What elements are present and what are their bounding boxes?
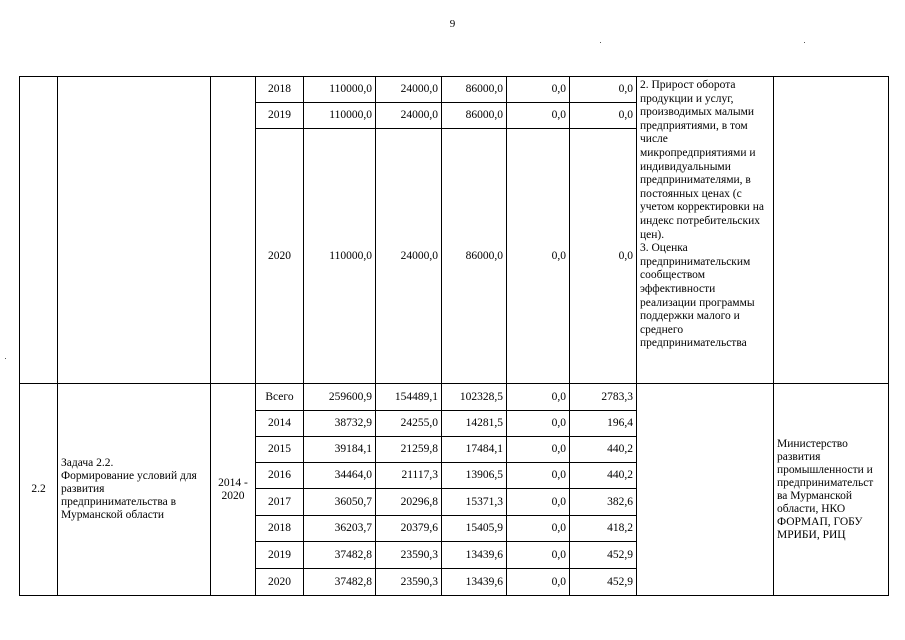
federal-cell: 20379,6 <box>376 516 442 542</box>
other-cell: 440,2 <box>570 437 637 463</box>
regional-cell: 86000,0 <box>442 129 507 384</box>
other-cell: 418,2 <box>570 516 637 542</box>
other-cell: 440,2 <box>570 463 637 489</box>
other-cell: 452,9 <box>570 542 637 569</box>
local-cell: 0,0 <box>507 77 570 103</box>
regional-cell: 86000,0 <box>442 77 507 103</box>
regional-cell: 15371,3 <box>442 489 507 516</box>
year-cell: Всего <box>256 384 304 411</box>
total-cell: 110000,0 <box>304 77 376 103</box>
total-cell: 37482,8 <box>304 542 376 569</box>
other-cell: 0,0 <box>570 103 637 129</box>
year-cell: 2015 <box>256 437 304 463</box>
total-cell: 259600,9 <box>304 384 376 411</box>
total-cell: 39184,1 <box>304 437 376 463</box>
local-cell: 0,0 <box>507 129 570 384</box>
executor-text: Министерство развития промышленности и предпринимательст ва Мурманской области, НКО ФОРМАП, ГОБУ МРИБИ, РИЦ <box>777 437 874 541</box>
year-cell: 2020 <box>256 569 304 596</box>
executor-cell <box>774 384 889 596</box>
other-cell: 2783,3 <box>570 384 637 411</box>
federal-cell: 24000,0 <box>376 103 442 129</box>
federal-cell: 24000,0 <box>376 129 442 384</box>
regional-cell: 13439,6 <box>442 569 507 596</box>
task-indicators-empty <box>637 384 774 596</box>
table-row <box>20 384 889 411</box>
task-period-cell <box>211 384 256 596</box>
local-cell: 0,0 <box>507 516 570 542</box>
local-cell: 0,0 <box>507 489 570 516</box>
regional-cell: 13906,5 <box>442 463 507 489</box>
task-title: Задача 2.2. Формирование условий для развития предпринимательства в Мурманской области <box>61 457 197 521</box>
regional-cell: 86000,0 <box>442 103 507 129</box>
local-cell: 0,0 <box>507 384 570 411</box>
scan-speck <box>600 42 601 43</box>
year-cell: 2017 <box>256 489 304 516</box>
federal-cell: 154489,1 <box>376 384 442 411</box>
total-cell: 36050,7 <box>304 489 376 516</box>
total-cell: 110000,0 <box>304 129 376 384</box>
local-cell: 0,0 <box>507 103 570 129</box>
regional-cell: 14281,5 <box>442 411 507 437</box>
local-cell: 0,0 <box>507 411 570 437</box>
local-cell: 0,0 <box>507 463 570 489</box>
regional-cell: 17484,1 <box>442 437 507 463</box>
other-cell: 0,0 <box>570 129 637 384</box>
total-cell: 38732,9 <box>304 411 376 437</box>
federal-cell: 21117,3 <box>376 463 442 489</box>
year-cell: 2020 <box>256 129 304 384</box>
federal-cell: 23590,3 <box>376 569 442 596</box>
other-cell: 196,4 <box>570 411 637 437</box>
federal-cell: 24000,0 <box>376 77 442 103</box>
task-number: 2.2 <box>20 384 58 596</box>
local-cell: 0,0 <box>507 569 570 596</box>
year-cell: 2016 <box>256 463 304 489</box>
task-period: 2014 - 2020 <box>218 476 248 502</box>
total-cell: 36203,7 <box>304 516 376 542</box>
other-cell: 382,6 <box>570 489 637 516</box>
year-cell: 2014 <box>256 411 304 437</box>
federal-cell: 23590,3 <box>376 542 442 569</box>
year-cell: 2019 <box>256 542 304 569</box>
year-cell: 2018 <box>256 77 304 103</box>
task-title-cell <box>58 384 211 596</box>
scan-speck <box>5 358 6 359</box>
number-cell-empty <box>20 77 58 384</box>
regional-cell: 102328,5 <box>442 384 507 411</box>
regional-cell: 15405,9 <box>442 516 507 542</box>
indicators-cell <box>637 77 774 384</box>
executor-cell-empty <box>774 77 889 384</box>
local-cell: 0,0 <box>507 437 570 463</box>
federal-cell: 20296,8 <box>376 489 442 516</box>
total-cell: 34464,0 <box>304 463 376 489</box>
task-cell-empty <box>58 77 211 384</box>
federal-cell: 24255,0 <box>376 411 442 437</box>
local-cell: 0,0 <box>507 542 570 569</box>
year-cell: 2018 <box>256 516 304 542</box>
table-row <box>20 77 889 103</box>
other-cell: 452,9 <box>570 569 637 596</box>
regional-cell: 13439,6 <box>442 542 507 569</box>
other-cell: 0,0 <box>570 77 637 103</box>
page-number: 9 <box>449 18 456 30</box>
total-cell: 110000,0 <box>304 103 376 129</box>
indicators-text: 2. Прирост оборота продукции и услуг, производимых малыми предприятиями, в том числе микропредприятиями и индивидуальными предпринимателями, в постоянных ценах (с учетом корректировки на индекс потребительских цен). 3. Оценка предпринимательским сообществом эффективности реализации программы поддержки малого и среднего предпринимательства <box>640 79 764 350</box>
period-cell-empty <box>211 77 256 384</box>
program-table <box>19 76 889 596</box>
federal-cell: 21259,8 <box>376 437 442 463</box>
total-cell: 37482,8 <box>304 569 376 596</box>
year-cell: 2019 <box>256 103 304 129</box>
scan-speck <box>804 42 805 43</box>
